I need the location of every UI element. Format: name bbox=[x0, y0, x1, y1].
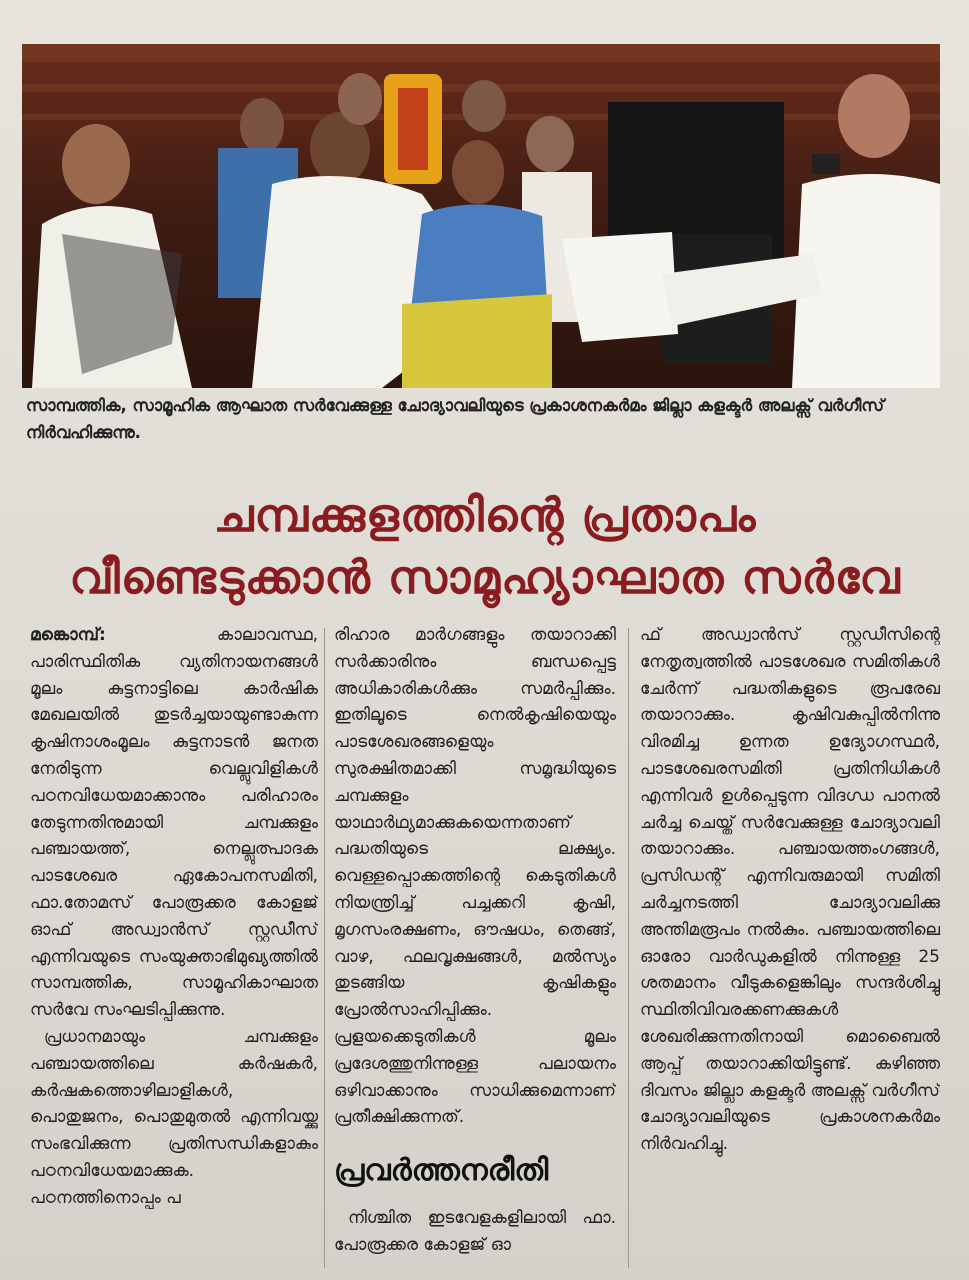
news-photo bbox=[22, 44, 940, 388]
dateline: മങ്കൊമ്പ്: bbox=[30, 625, 106, 645]
news-photo-illustration bbox=[22, 44, 940, 388]
headline-line-2: വീണ്ടെടുക്കാൻ സാമൂഹ്യാഘാത സർവേ bbox=[69, 550, 901, 604]
article-paragraph: നിശ്ചിത ഇടവേളകളിലായി ഫാ. പോരൂക്കര കോളജ് ഓ bbox=[334, 1208, 616, 1255]
headline bbox=[24, 484, 946, 608]
article-column-2 bbox=[334, 622, 616, 1272]
photo-caption: സാമ്പത്തിക, സാമൂഹിക ആഘാത സർവേക്കുള്ള ചോദ്യാവലിയുടെ പ്രകാശനകർമം ജില്ലാ കളക്ടർ അലക്സ് വർഗീസ് നിർവഹിക്കുന്നു. bbox=[26, 396, 884, 442]
article-paragraph: പ്രധാനമായും ചമ്പക്കുളം പഞ്ചായത്തിലെ കർഷകർ, കർഷകത്തൊഴിലാളികൾ, പൊതുജനം, പൊതുമുതൽ എന്നിവയ്ക്കു സംഭവിക്കുന്ന പ്രതിസന്ധികളാകും പഠനവിധേയമാക്കുക. പഠനത്തിനൊപ്പം പ bbox=[30, 1026, 318, 1208]
subheading: പ്രവർത്തനരീതി bbox=[334, 1153, 549, 1189]
article-paragraph bbox=[30, 622, 318, 1024]
headline-line-1: ചമ്പക്കുളത്തിന്റെ പ്രതാപം bbox=[213, 488, 757, 542]
article-column-1 bbox=[30, 622, 318, 1272]
article-paragraph: രിഹാര മാർഗങ്ങളും തയാറാക്കി സർക്കാരിനും ബന്ധപ്പെട്ട അധികാരികൾക്കും സമർപ്പിക്കും. ഇതിലൂടെ നെൽകൃഷിയെയും പാടശേഖരങ്ങളെയും സുരക്ഷിതമാക്കി സമൃദ്ധിയുടെ ചമ്പക്കുളം യാഥാർഥ്യമാക്കുകയെന്നതാണ് പദ്ധതിയുടെ ലക്ഷ്യം. വെള്ളപ്പൊക്കത്തിന്റെ കെടുതികൾ നിയന്ത്രിച്ച് പച്ചക്കറി കൃഷി, മൃഗസംരക്ഷണം, ഔഷധം, തെങ്ങ്, വാഴ, ഫലവൃക്ഷങ്ങൾ, മൽസ്യം തുടങ്ങിയ കൃഷികളും പ്രോൽസാഹിപ്പിക്കും. പ്രളയക്കെടുതികൾ മൂലം പ്രദേശത്തുനിന്നുള്ള പലായനം ഒഴിവാക്കാനും സാധിക്കുമെന്നാണ് പ്രതീക്ഷിക്കുന്നത്. bbox=[334, 625, 616, 1128]
column-divider bbox=[628, 628, 629, 1268]
article-column-3 bbox=[640, 622, 940, 1272]
article-paragraph: ഫ് അഡ്വാൻസ് സ്റ്റഡീസിന്റെ നേതൃത്വത്തിൽ പാടശേഖര സമിതികൾ ചേർന്ന് പദ്ധതികളുടെ രൂപരേഖ തയാറാക്കും. കൃഷിവകുപ്പിൽനിന്നു വിരമിച്ച ഉന്നത ഉദ്യോഗസ്ഥർ, പാടശേഖരസമിതി പ്രതിനിധികൾ എന്നിവർ ഉൾപ്പെടുന്ന വിദഗ്ധ പാനൽ ചർച്ച ചെയ്ത് സർവേക്കുള്ള ചോദ്യാവലി തയാറാക്കും. പഞ്ചായത്തംഗങ്ങൾ, പ്രസിഡന്റ് എന്നിവരുമായി സമിതി ചർച്ചനടത്തി ചോദ്യാവലിക്കു അന്തിമരൂപം നൽകും. പഞ്ചായത്തിലെ ഓരോ വാർഡുകളിൽ നിന്നുള്ള 25 ശതമാനം വീടുകളെങ്കിലും സന്ദർശിച്ചു സ്ഥിതിവിവരക്കണക്കുകൾ ശേഖരിക്കുന്നതിനായി മൊബൈൽ ആപ്പ് തയാറാക്കിയിട്ടുണ്ട്. കഴിഞ്ഞ ദിവസം ജില്ലാ കളക്ടർ അലക്സ് വർഗീസ് ചോദ്യാവലിയുടെ പ്രകാശനകർമം നിർവഹിച്ചു. bbox=[640, 625, 940, 1155]
column-divider bbox=[324, 628, 325, 1268]
paragraph-text: കാലാവസ്ഥ, പാരിസ്ഥിതിക വ്യതിനായനങ്ങൾ മൂലം കുട്ടനാട്ടിലെ കാർഷിക മേഖലയിൽ തുടർച്ചയായുണ്ടാകുന്ന കൃഷിനാശംമൂലം കുട്ടനാടൻ ജനത നേരിടുന്ന വെല്ലുവിളികൾ പഠനവിധേയമാക്കാനും പരിഹാരം തേടുന്നതിനുമായി ചമ്പക്കുളം പഞ്ചായത്ത്, നെല്ലുത്പാദക പാടശേഖര ഏകോപനസമിതി, ഫാ.തോമസ് പോരൂക്കര കോളജ് ഓഫ് അഡ്വാൻസ് സ്റ്റഡീസ് എന്നിവയുടെ സംയുക്താഭിമുഖ്യത്തിൽ സാമ്പത്തിക, സാമൂഹികാഘാത സർവേ സംഘടിപ്പിക്കുന്നു. bbox=[30, 625, 318, 1021]
